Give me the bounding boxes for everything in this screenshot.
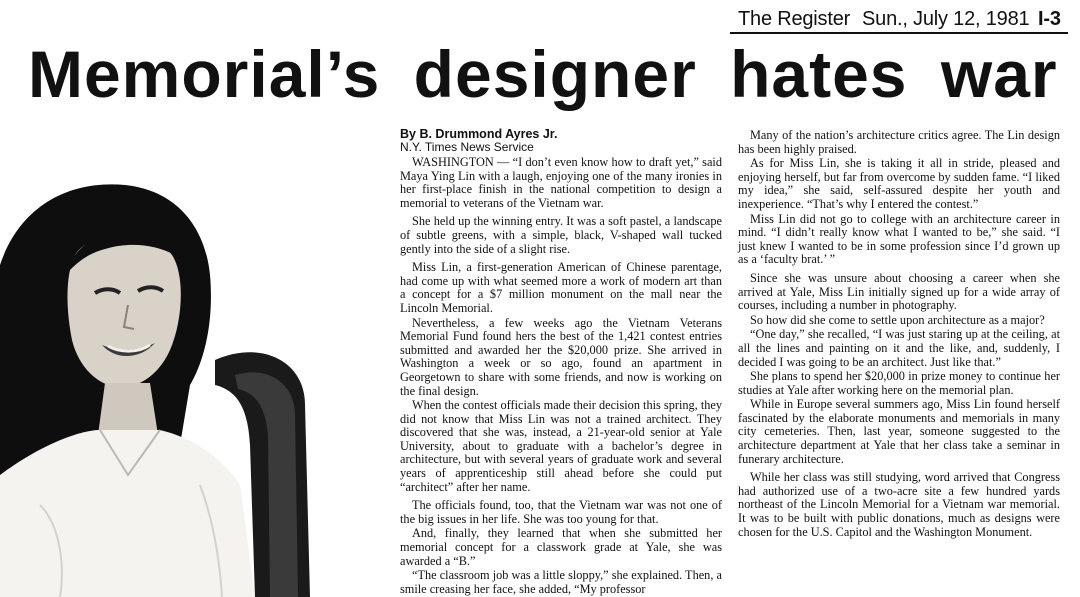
paragraph: While in Europe several summers ago, Miss Lin found herself fascinated by the elaborate monuments and memorials in many city cemeteries. Then, last year, someone suggested to the architecture department at Yale that her class take a seminar in funerary architecture. xyxy=(738,397,1060,466)
paragraph: While her class was still studying, word arrived that Congress had authorized use of a two-acre site a few hundred yards northeast of the Lincoln Memorial for a Vietnam war memorial. It was to be built with public donations, much as designs were chosen for the U.S. Capitol and the Washington Monument. xyxy=(738,470,1060,539)
paragraph: Miss Lin did not go to college with an architecture career in mind. “I didn’t really know what I wanted to be,” she said. “I just knew I wanted to be in some profession since I’d grown up as a ‘faculty brat.’ ” xyxy=(738,211,1060,267)
paragraph: She held up the winning entry. It was a soft pastel, a landscape of subtle greens, with a simple, black, V-shaped wall tucked gently into the side of a slight rise. xyxy=(400,214,722,256)
article-column-2 xyxy=(738,129,1060,539)
page-header xyxy=(738,6,1068,32)
paragraph: Since she was unsure about choosing a career when she arrived at Yale, Miss Lin initially signed up for a wide array of courses, including a number in photography. xyxy=(738,270,1060,313)
article-column-1 xyxy=(400,127,722,596)
paragraph: As for Miss Lin, she is taking it all in stride, pleased and enjoying herself, but far from overcome by sudden fame. “I liked my idea,” she said, self-assured despite her youth and inexperience. “That’s why I entered the contest.” xyxy=(738,156,1060,211)
publication-date: Sun., July 12, 1981 xyxy=(862,8,1030,30)
news-service: N.Y. Times News Service xyxy=(400,140,534,154)
byline: By B. Drummond Ayres Jr. xyxy=(400,127,558,141)
paragraph: Many of the nation’s architecture critics agree. The Lin design has been highly praised. xyxy=(738,128,1060,156)
portrait-photo xyxy=(0,145,372,597)
publication-name: The Register xyxy=(738,8,851,30)
page-number: I-3 xyxy=(1038,8,1061,30)
paragraph: Nevertheless, a few weeks ago the Vietnam Veterans Memorial Fund found hers the best of the 1,421 contest entries submitted and awarded her the $20,000 prize. She arrived in Washington a week or so ago, found an apartment in Georgetown to share with some friends, and now is working on the final design. xyxy=(400,315,722,398)
headline: Memorial’s designer hates war xyxy=(28,37,1058,111)
paragraph: She plans to spend her $20,000 in prize money to continue her studies at Yale after working here on the memorial plan. xyxy=(738,369,1060,397)
paragraph: The officials found, too, that the Vietnam war was not one of the big issues in her life. She was too young for that. xyxy=(400,498,722,526)
paragraph: WASHINGTON — “I don’t even know how to draft yet,” said Maya Ying Lin with a laugh, enjoying one of the many ironies in her first-place finish in the national competition to design a memorial to veterans of the Vietnam war. xyxy=(400,155,722,210)
paragraph: “One day,” she recalled, “I was just staring up at the ceiling, at all the lines and painting on it and the like, and, suddenly, I decided I was going to be an architect. Just like that.” xyxy=(738,327,1060,369)
paragraph: Miss Lin, a first-generation American of Chinese parentage, had come up with what seemed more a work of modern art than a concept for a $7 million monument on the mall near the Lincoln Memorial. xyxy=(400,260,722,315)
paragraph: So how did she come to settle upon architecture as a major? xyxy=(750,312,1045,327)
paragraph: When the contest officials made their decision this spring, they did not know that Miss Lin was not a trained architect. They discovered that she was, instead, a 21-year-old senior at Yale University, about to graduate with a bachelor’s degree in architecture, but with several years of graduate work and several years of apprenticeship still ahead before she could put “architect” after her name. xyxy=(400,398,722,494)
paragraph: And, finally, they learned that when she submitted her memorial concept for a classwork grade at Yale, she was awarded a “B.” xyxy=(400,526,722,568)
paragraph: “The classroom job was a little sloppy,” she explained. Then, a smile creasing her face, she added, “My professor xyxy=(400,568,722,596)
